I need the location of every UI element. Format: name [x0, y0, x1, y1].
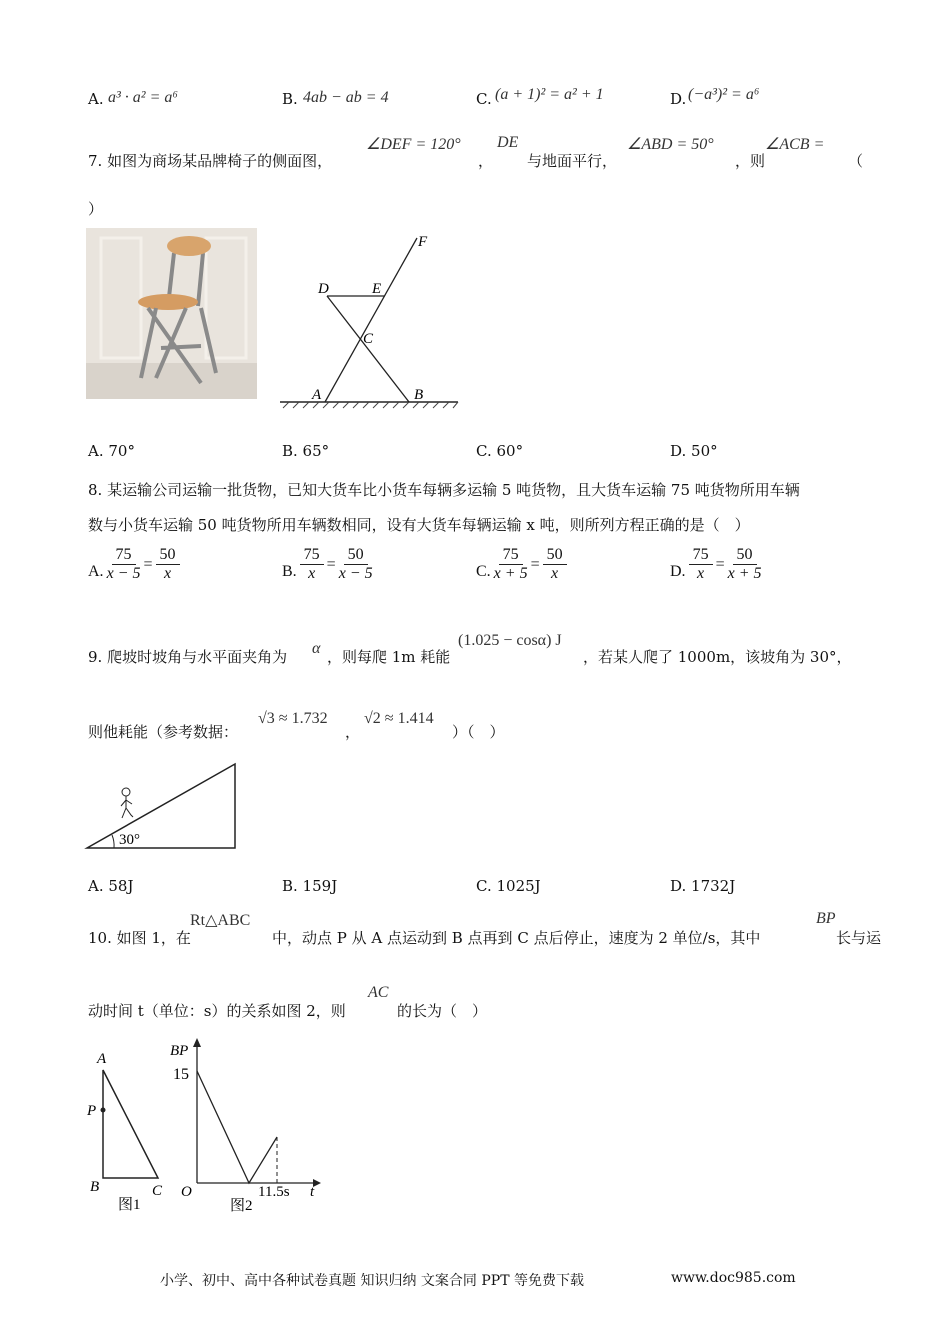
denominator: x — [308, 565, 316, 582]
q9-text-3: ，若某人爬了 1000m，该坡角为 30°， — [583, 648, 852, 666]
option-label: C. — [476, 563, 491, 580]
q9-math-energy: (1.025 − cosα) J — [458, 632, 562, 649]
fig1-label-a: A — [97, 1051, 107, 1067]
q7-text: 7. 如图为商场某品牌椅子的侧面图， — [88, 152, 333, 170]
q10-text-2: 中，动点 P 从 A 点运动到 B 点再到 C 点后停止，速度为 2 单位/s，其中 — [272, 929, 761, 947]
q7-math-acb: ∠ACB = — [765, 136, 825, 153]
fig1-label-p: P — [87, 1103, 97, 1119]
figure-2-graph — [165, 1035, 335, 1215]
fig2-xlabel: t — [310, 1184, 315, 1200]
denominator: x + 5 — [493, 565, 528, 582]
q9-option-b: B. 159J — [282, 877, 338, 895]
q10-math-rt: Rt△ABC — [190, 912, 251, 929]
q8-text-line1: 8. 某运输公司运输一批货物，已知大货车比小货车每辆多运输 5 吨货物，且大货车运输 75 吨货物所用车辆 — [88, 481, 800, 499]
q10-text-4: 动时间 t（单位：s）的关系如图 2，则 — [88, 1002, 346, 1020]
q7-paren: （ — [848, 152, 864, 170]
denominator: x — [697, 565, 705, 582]
q6-option-b-expr: 4ab − ab = 4 — [303, 89, 389, 106]
numerator: 50 — [733, 546, 757, 565]
chair-photo — [86, 228, 257, 399]
label-f: F — [418, 234, 428, 250]
q7-sep: ， — [478, 152, 494, 170]
q9-option-c: C. 1025J — [476, 877, 541, 895]
equals: = — [715, 555, 725, 573]
q7-option-a: A. 70° — [88, 442, 135, 460]
q9-text-2: ，则每爬 1m 耗能 — [327, 648, 451, 666]
q7-option-c: C. 60° — [476, 442, 524, 460]
footer-url[interactable]: www.doc985.com — [671, 1270, 796, 1286]
q9-sep: ， — [345, 723, 361, 741]
slope-figure — [84, 760, 244, 855]
q7-text-2: 与地面平行， — [527, 152, 618, 170]
q6-option-a-label: A. — [88, 90, 104, 108]
q6-option-a-expr: a³ · a² = a⁶ — [108, 89, 178, 106]
label-a: A — [312, 387, 322, 403]
equals: = — [143, 555, 153, 573]
q10-text-5: 的长为（ ） — [397, 1002, 488, 1020]
angle-label: 30° — [119, 832, 140, 848]
q9-math-sqrt2: √2 ≈ 1.414 — [364, 710, 434, 727]
q7-math-de: DE — [497, 134, 519, 151]
q6-option-d-expr: (−a³)² = a⁶ — [688, 86, 760, 103]
fig2-y-tick-15: 15 — [173, 1066, 189, 1083]
fig2-x-tick: 11.5s — [258, 1184, 290, 1200]
label-c: C — [363, 331, 374, 347]
fig2-ylabel: BP — [170, 1043, 189, 1059]
q10-math-ac: AC — [368, 984, 389, 1001]
q10-math-bp: BP — [816, 910, 836, 927]
q6-option-d-label: D. — [670, 90, 687, 108]
denominator: x — [163, 565, 172, 582]
label-e: E — [372, 281, 382, 297]
equals: = — [530, 555, 540, 573]
q7-text-3: ，则 — [735, 152, 766, 170]
q7-option-b: B. 65° — [282, 442, 330, 460]
chair-geometry-figure — [275, 230, 465, 410]
option-label: A. — [88, 563, 104, 580]
numerator: 50 — [543, 546, 567, 565]
label-b: B — [414, 387, 424, 403]
denominator: x − 5 — [106, 565, 141, 582]
q6-option-c-label: C. — [476, 90, 492, 108]
q9-math-sqrt3: √3 ≈ 1.732 — [258, 710, 328, 727]
equals: = — [326, 555, 336, 573]
q7-math-def: ∠DEF = 120° — [366, 136, 461, 153]
option-label: B. — [282, 563, 297, 580]
q9-text: 9. 爬坡时坡角与水平面夹角为 — [88, 648, 288, 666]
q9-math-alpha: α — [312, 640, 321, 657]
q9-text-5: ）（ ） — [452, 723, 505, 741]
option-label: D. — [670, 563, 686, 580]
numerator: 50 — [344, 546, 368, 565]
numerator: 75 — [300, 546, 324, 565]
fig1-label-b: B — [90, 1179, 100, 1195]
denominator: x − 5 — [338, 565, 373, 582]
numerator: 75 — [499, 546, 523, 565]
fig2-origin: O — [181, 1184, 192, 1200]
q9-text-4: 则他耗能（参考数据： — [88, 723, 239, 741]
q9-option-a: A. 58J — [88, 877, 134, 895]
q6-option-b-label: B. — [282, 90, 298, 108]
q9-option-d: D. 1732J — [670, 877, 736, 895]
q7-paren-close: ） — [88, 200, 104, 218]
q8-option-c — [476, 546, 570, 583]
q7-option-d: D. 50° — [670, 442, 718, 460]
denominator: x — [551, 565, 559, 582]
fig1-label-c: C — [152, 1183, 163, 1199]
q7-math-abd: ∠ABD = 50° — [627, 136, 714, 153]
footer-text: 小学、初中、高中各种试卷真题 知识归纳 文案合同 PPT 等免费下载 — [160, 1273, 584, 1289]
fig1-caption: 图1 — [118, 1197, 141, 1213]
q8-option-d — [670, 546, 765, 583]
q8-option-a — [88, 546, 183, 583]
q6-option-c-expr: (a + 1)² = a² + 1 — [495, 86, 604, 103]
label-d: D — [318, 281, 329, 297]
q8-text-line2: 数与小货车运输 50 吨货物所用车辆数相同，设有大货车每辆运输 x 吨，则所列方程正确的是（ ） — [88, 516, 750, 534]
fig2-caption: 图2 — [230, 1198, 253, 1214]
numerator: 75 — [689, 546, 713, 565]
numerator: 50 — [156, 546, 180, 565]
figure-1-triangle — [85, 1040, 175, 1215]
q10-text: 10. 如图 1，在 — [88, 929, 191, 947]
q8-option-b — [282, 546, 376, 583]
numerator: 75 — [112, 546, 136, 565]
q10-text-3: 长与运 — [836, 929, 882, 947]
denominator: x + 5 — [727, 565, 762, 582]
